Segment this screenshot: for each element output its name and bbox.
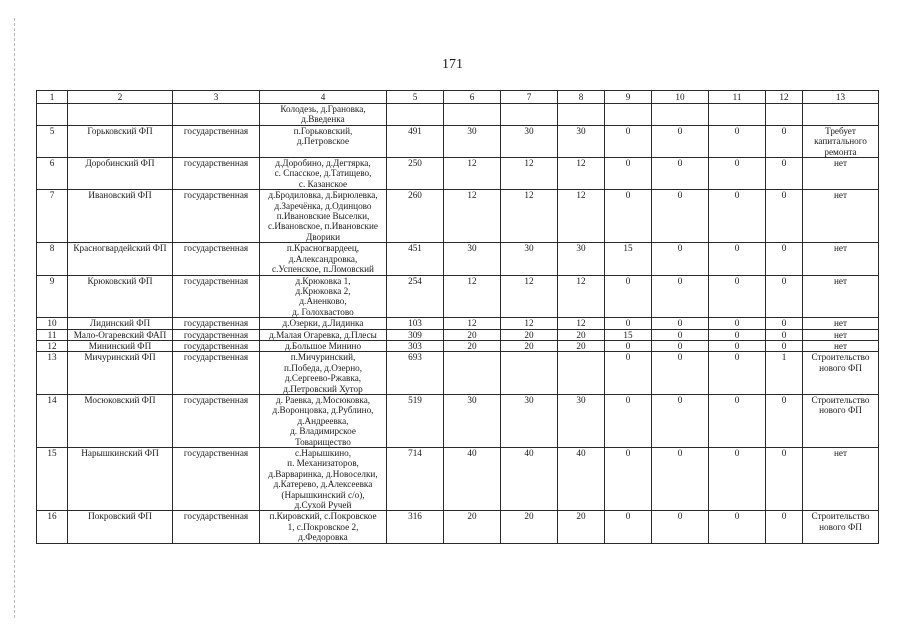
- col-6: 12: [444, 190, 501, 243]
- col-9: 0: [605, 125, 652, 157]
- facility-name: Лидинский ФП: [68, 318, 173, 329]
- facility-name: Нарышкинский ФП: [68, 448, 173, 511]
- scan-margin-marks: [14, 18, 17, 618]
- settlement-line: Товарищество: [295, 436, 351, 447]
- col-7: 12: [501, 158, 558, 190]
- col-8: 30: [558, 125, 605, 157]
- col-6: [444, 352, 501, 395]
- col-8: 12: [558, 190, 605, 243]
- ownership-form: государственная: [173, 329, 260, 340]
- settlement-line: д.Александровка,: [288, 253, 358, 264]
- col-9: 15: [605, 243, 652, 275]
- col-11: 0: [709, 125, 766, 157]
- settlement-line: Колодезь, д.Грановка,: [280, 104, 366, 114]
- col-12: 0: [766, 275, 803, 318]
- col-8: 20: [558, 511, 605, 543]
- population: 309: [387, 329, 444, 340]
- table-row: [37, 340, 879, 351]
- col-9: 0: [605, 340, 652, 351]
- col-7: 20: [501, 511, 558, 543]
- table-row: [37, 125, 879, 157]
- col-8: [558, 352, 605, 395]
- column-header: 4: [260, 91, 387, 104]
- served-settlements: [260, 104, 387, 126]
- col-9: 0: [605, 448, 652, 511]
- facility-name: Крюковский ФП: [68, 275, 173, 318]
- table-header-row: [37, 91, 879, 104]
- col-6: [444, 104, 501, 126]
- row-number: 5: [37, 125, 68, 157]
- col-8: 12: [558, 158, 605, 190]
- population: 451: [387, 243, 444, 275]
- settlement-line: п.Ивановские Выселки,: [276, 211, 370, 222]
- col-10: 0: [652, 352, 709, 395]
- column-header: 6: [444, 91, 501, 104]
- settlement-line: д.Большое Минино: [284, 340, 362, 351]
- col-7: 30: [501, 125, 558, 157]
- column-header: 11: [709, 91, 766, 104]
- settlement-line: д. Владимирское: [290, 426, 356, 437]
- column-header: 5: [387, 91, 444, 104]
- col-10: 0: [652, 340, 709, 351]
- settlement-line: д.Катерево, д.Алексеевка: [273, 479, 373, 490]
- table-row: [37, 275, 879, 318]
- col-12: 0: [766, 318, 803, 329]
- served-settlements: [260, 158, 387, 190]
- col-9: 15: [605, 329, 652, 340]
- col-11: 0: [709, 352, 766, 395]
- facility-name: Мало-Огаревский ФАП: [68, 329, 173, 340]
- settlement-line: д.Крюковка 2,: [295, 285, 351, 296]
- col-10: 0: [652, 243, 709, 275]
- column-header: 9: [605, 91, 652, 104]
- settlement-line: д.Заречёнка, д.Одинцово: [274, 200, 372, 211]
- col-9: 0: [605, 275, 652, 318]
- ownership-form: государственная: [173, 448, 260, 511]
- ownership-form: [173, 104, 260, 126]
- remarks: нет: [803, 318, 879, 329]
- col-12: 0: [766, 190, 803, 243]
- settlement-line: д.Петровское: [296, 136, 350, 147]
- settlement-line: д. Голохвастово: [292, 306, 354, 317]
- settlement-line: д.Федоровка: [298, 532, 348, 543]
- row-number: 12: [37, 340, 68, 351]
- col-10: 0: [652, 275, 709, 318]
- settlement-line: с.Ивановское, п.Ивановские: [267, 221, 379, 232]
- col-10: [652, 104, 709, 126]
- remarks: Требует капитального ремонта: [803, 125, 879, 157]
- col-8: 20: [558, 340, 605, 351]
- column-header: 1: [37, 91, 68, 104]
- col-12: 0: [766, 511, 803, 543]
- ownership-form: государственная: [173, 190, 260, 243]
- served-settlements: [260, 394, 387, 447]
- col-11: 0: [709, 318, 766, 329]
- col-6: 20: [444, 511, 501, 543]
- settlement-line: д.Малая Огаревка, д.Плесы: [269, 329, 377, 340]
- ownership-form: государственная: [173, 511, 260, 543]
- col-11: 0: [709, 329, 766, 340]
- settlement-line: п.Победа, д.Озерно,: [283, 362, 362, 373]
- col-6: 40: [444, 448, 501, 511]
- col-9: [605, 104, 652, 126]
- facility-name: Мичуринский ФП: [68, 352, 173, 395]
- row-number: 8: [37, 243, 68, 275]
- served-settlements: [260, 318, 387, 329]
- settlement-line: п.Кировский, с.Покровское: [269, 511, 377, 522]
- col-11: 0: [709, 243, 766, 275]
- col-6: 30: [444, 243, 501, 275]
- facility-name: [68, 104, 173, 126]
- ownership-form: государственная: [173, 158, 260, 190]
- population: 260: [387, 190, 444, 243]
- col-7: 20: [501, 329, 558, 340]
- facility-name: Мосюковский ФП: [68, 394, 173, 447]
- row-number: 10: [37, 318, 68, 329]
- table-row: [37, 352, 879, 395]
- table-row: [37, 158, 879, 190]
- table-row: [37, 329, 879, 340]
- facility-name: Красногвардейский ФП: [68, 243, 173, 275]
- column-header: 13: [803, 91, 879, 104]
- col-6: 20: [444, 329, 501, 340]
- col-7: [501, 104, 558, 126]
- row-number: 7: [37, 190, 68, 243]
- settlement-line: 1, с.Покровское 2,: [287, 521, 359, 532]
- col-11: 0: [709, 275, 766, 318]
- col-8: 40: [558, 448, 605, 511]
- ownership-form: государственная: [173, 318, 260, 329]
- col-11: 0: [709, 448, 766, 511]
- settlement-line: д.Бродиловка, д.Бирюлевка,: [268, 190, 378, 201]
- remarks: нет: [803, 448, 879, 511]
- column-header: 2: [68, 91, 173, 104]
- column-header: 10: [652, 91, 709, 104]
- row-number: 11: [37, 329, 68, 340]
- table-row: [37, 448, 879, 511]
- settlement-line: п.Горьковский,: [293, 125, 353, 136]
- col-9: 0: [605, 190, 652, 243]
- col-10: 0: [652, 125, 709, 157]
- settlement-line: п.Красногвардеец,: [286, 243, 360, 254]
- remarks: нет: [803, 243, 879, 275]
- population: 316: [387, 511, 444, 543]
- remarks: нет: [803, 340, 879, 351]
- col-7: [501, 352, 558, 395]
- column-header: 12: [766, 91, 803, 104]
- table-row: [37, 104, 879, 126]
- table-row: [37, 190, 879, 243]
- table-body: [37, 104, 879, 544]
- settlement-line: п. Механизаторов,: [287, 458, 359, 469]
- column-header: 7: [501, 91, 558, 104]
- col-10: 0: [652, 158, 709, 190]
- col-9: 0: [605, 511, 652, 543]
- remarks: нет: [803, 190, 879, 243]
- facility-name: Горьковский ФП: [68, 125, 173, 157]
- row-number: 14: [37, 394, 68, 447]
- settlement-line: д.Воронцовка, д.Рублино,: [272, 405, 374, 416]
- settlement-line: д.Варваринка, д.Новоселки,: [268, 468, 378, 479]
- col-7: 20: [501, 340, 558, 351]
- settlement-line: (Нарышкинский с/о),: [281, 489, 365, 500]
- facility-name: Покровский ФП: [68, 511, 173, 543]
- col-7: 30: [501, 394, 558, 447]
- col-11: 0: [709, 511, 766, 543]
- served-settlements: [260, 448, 387, 511]
- ownership-form: государственная: [173, 340, 260, 351]
- row-number: 9: [37, 275, 68, 318]
- col-8: 12: [558, 318, 605, 329]
- served-settlements: [260, 340, 387, 351]
- col-10: 0: [652, 329, 709, 340]
- column-header: 3: [173, 91, 260, 104]
- served-settlements: [260, 190, 387, 243]
- table-row: [37, 318, 879, 329]
- col-11: [709, 104, 766, 126]
- table-row: [37, 511, 879, 543]
- remarks: нет: [803, 275, 879, 318]
- col-7: 12: [501, 190, 558, 243]
- settlement-line: д.Андреевка,: [297, 415, 349, 426]
- ownership-form: государственная: [173, 275, 260, 318]
- col-7: 30: [501, 243, 558, 275]
- col-12: [766, 104, 803, 126]
- col-10: 0: [652, 318, 709, 329]
- col-7: 40: [501, 448, 558, 511]
- col-12: 0: [766, 158, 803, 190]
- settlement-line: д.Петровский Хутор: [283, 383, 363, 394]
- ownership-form: государственная: [173, 394, 260, 447]
- ownership-form: государственная: [173, 352, 260, 395]
- col-9: 0: [605, 352, 652, 395]
- settlement-line: д.Введенка: [301, 114, 345, 125]
- settlement-line: д. Раевка, д.Мосюковка,: [275, 394, 371, 405]
- col-6: 12: [444, 318, 501, 329]
- col-8: 30: [558, 243, 605, 275]
- row-number: 15: [37, 448, 68, 511]
- col-12: 0: [766, 125, 803, 157]
- remarks: [803, 104, 879, 126]
- served-settlements: [260, 329, 387, 340]
- ownership-form: государственная: [173, 243, 260, 275]
- remarks: нет: [803, 158, 879, 190]
- settlement-line: с. Казанское: [298, 178, 348, 189]
- remarks: Строительство нового ФП: [803, 352, 879, 395]
- col-11: 0: [709, 340, 766, 351]
- settlement-line: с. Спасское, д.Татищево,: [274, 168, 372, 179]
- col-9: 0: [605, 158, 652, 190]
- population: 103: [387, 318, 444, 329]
- settlement-line: д.Аненково,: [299, 296, 347, 307]
- col-10: 0: [652, 511, 709, 543]
- col-6: 12: [444, 275, 501, 318]
- col-6: 12: [444, 158, 501, 190]
- row-number: 13: [37, 352, 68, 395]
- settlement-line: д.Крюковка 1,: [295, 275, 351, 286]
- population: [387, 104, 444, 126]
- settlement-line: д.Доробино, д.Дегтярка,: [275, 158, 371, 169]
- ownership-form: государственная: [173, 125, 260, 157]
- facility-name: Мининский ФП: [68, 340, 173, 351]
- served-settlements: [260, 352, 387, 395]
- col-10: 0: [652, 448, 709, 511]
- row-number: 6: [37, 158, 68, 190]
- remarks: нет: [803, 329, 879, 340]
- settlement-line: с.Успенское, п.Ломовский: [272, 264, 374, 275]
- population: 693: [387, 352, 444, 395]
- col-9: 0: [605, 394, 652, 447]
- population: 491: [387, 125, 444, 157]
- col-12: 0: [766, 243, 803, 275]
- col-8: 30: [558, 394, 605, 447]
- col-9: 0: [605, 318, 652, 329]
- row-number: [37, 104, 68, 126]
- col-11: 0: [709, 190, 766, 243]
- population: 714: [387, 448, 444, 511]
- served-settlements: [260, 125, 387, 157]
- col-12: 0: [766, 394, 803, 447]
- table-row: [37, 394, 879, 447]
- population: 519: [387, 394, 444, 447]
- population: 254: [387, 275, 444, 318]
- col-12: 0: [766, 340, 803, 351]
- col-12: 0: [766, 448, 803, 511]
- col-7: 12: [501, 318, 558, 329]
- served-settlements: [260, 511, 387, 543]
- row-number: 16: [37, 511, 68, 543]
- col-11: 0: [709, 394, 766, 447]
- col-10: 0: [652, 190, 709, 243]
- settlement-line: Дворики: [305, 231, 341, 242]
- remarks: Строительство нового ФП: [803, 394, 879, 447]
- col-8: [558, 104, 605, 126]
- settlement-line: д.Сухой Ручей: [294, 500, 352, 511]
- column-header: 8: [558, 91, 605, 104]
- col-6: 30: [444, 125, 501, 157]
- table-row: [37, 243, 879, 275]
- settlement-line: д.Сергеево-Ржавка,: [284, 373, 362, 384]
- facility-name: Ивановский ФП: [68, 190, 173, 243]
- col-6: 30: [444, 394, 501, 447]
- population: 250: [387, 158, 444, 190]
- col-10: 0: [652, 394, 709, 447]
- settlement-line: д.Озерки, д.Лидинка: [282, 318, 364, 329]
- col-12: 0: [766, 329, 803, 340]
- settlement-line: п.Мичуринский,: [290, 352, 356, 363]
- col-6: 20: [444, 340, 501, 351]
- facility-name: Доробинский ФП: [68, 158, 173, 190]
- served-settlements: [260, 243, 387, 275]
- col-7: 12: [501, 275, 558, 318]
- facilities-table: [36, 90, 879, 544]
- col-8: 12: [558, 275, 605, 318]
- served-settlements: [260, 275, 387, 318]
- col-12: 1: [766, 352, 803, 395]
- settlement-line: с.Нарышкино,: [294, 448, 352, 458]
- col-8: 20: [558, 329, 605, 340]
- population: 303: [387, 340, 444, 351]
- col-11: 0: [709, 158, 766, 190]
- page-number: 171: [442, 57, 463, 72]
- remarks: Строительство нового ФП: [803, 511, 879, 543]
